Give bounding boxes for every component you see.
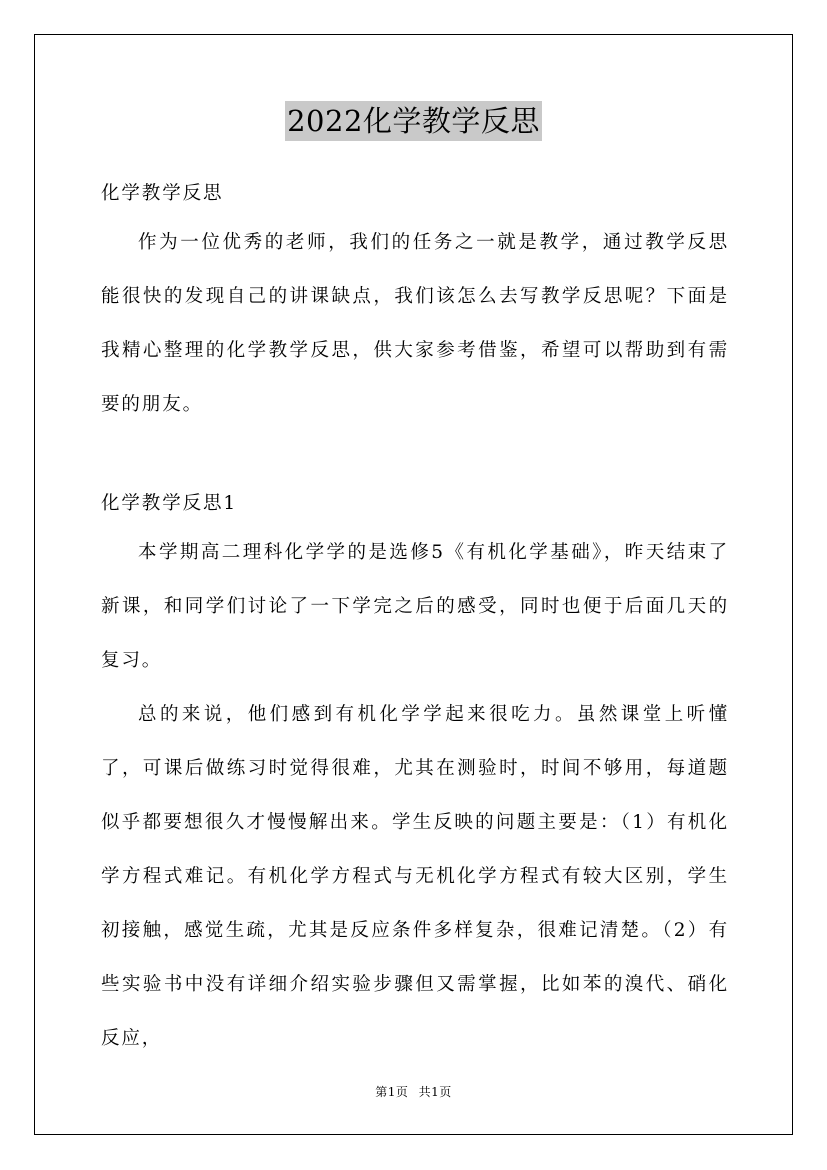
document-title: 2022化学教学反思 xyxy=(285,101,542,141)
title-container xyxy=(0,101,827,141)
page-number: 第1页 xyxy=(375,1085,409,1099)
section-spacer xyxy=(101,432,729,482)
body-paragraph: 本学期高二理科化学学的是选修5《有机化学基础》，昨天结束了新课，和同学们讨论了一下学完之后的感受，同时也便于后面几天的复习。 xyxy=(101,542,729,671)
document-body xyxy=(101,172,729,1066)
intro-paragraph: 作为一位优秀的老师，我们的任务之一就是教学，通过教学反思能很快的发现自己的讲课缺点，我们该怎么去写教学反思呢？下面是我精心整理的化学教学反思，供大家参考借鉴，希望可以帮助到有需要的朋友。 xyxy=(101,232,729,415)
body-paragraph: 总的来说，他们感到有机化学学起来很吃力。虽然课堂上听懂了，可课后做练习时觉得很难，尤其在测验时，时间不够用，每道题似乎都要想很久才慢慢解出来。学生反映的问题主要是：（1）有机化学方程式难记。有机化学方程式与无机化学方程式有较大区别，学生初接触，感觉生疏，尤其是反应条件多样复杂，很难记清楚。（2）有些实验书中没有详细介绍实验步骤但又需掌握，比如苯的溴代、硝化反应， xyxy=(101,704,729,1049)
section-heading: 化学教学反思1 xyxy=(101,493,238,514)
page-total: 共1页 xyxy=(418,1085,452,1099)
document-subtitle: 化学教学反思 xyxy=(101,183,224,204)
page-footer xyxy=(0,1083,827,1100)
